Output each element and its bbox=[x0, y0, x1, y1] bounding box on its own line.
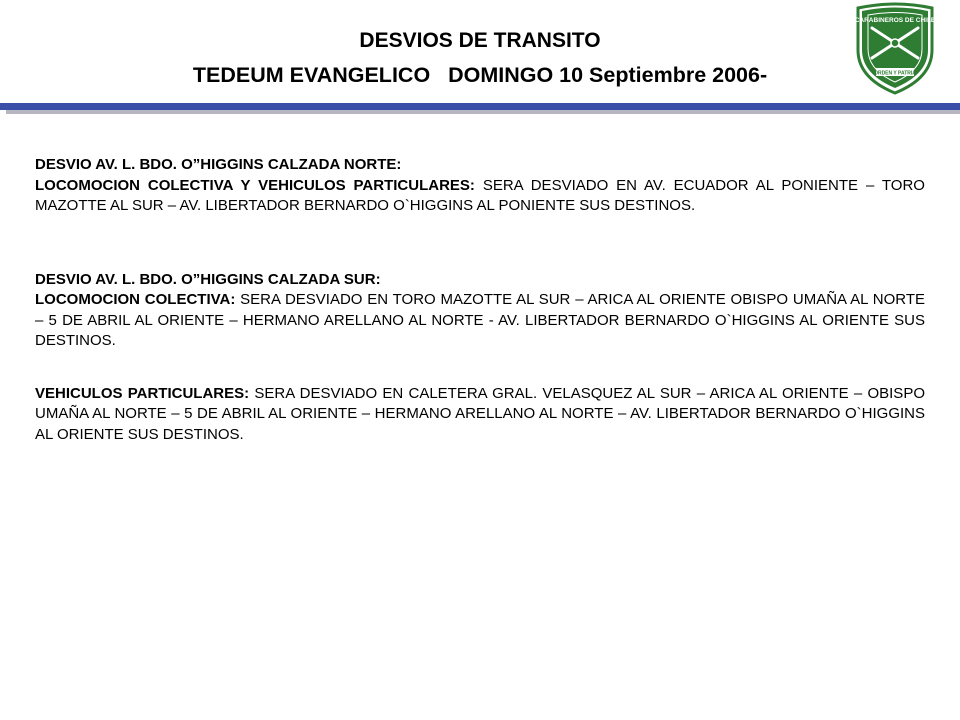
detour-content bbox=[35, 155, 925, 445]
section-sur bbox=[35, 270, 925, 352]
carabineros-logo bbox=[852, 2, 938, 96]
logo-bottom-text: ORDEN Y PATRIA bbox=[874, 70, 916, 77]
section-heading: DESVIO AV. L. BDO. O”HIGGINS CALZADA SUR: bbox=[35, 270, 381, 288]
paragraph-body: SERA DESVIADO EN AV. ECUADOR AL PONIENTE – TORO MAZOTTE AL SUR – AV. LIBERTADOR BERNARDO O`HIGGINS AL PONIENTE SUS DESTINOS. bbox=[35, 176, 925, 214]
section-paragraph bbox=[35, 176, 925, 217]
paragraph-lead: VEHICULOS PARTICULARES: bbox=[35, 384, 250, 402]
section-particulares bbox=[35, 384, 925, 446]
paragraph-lead: LOCOMOCION COLECTIVA Y VEHICULOS PARTICULARES: bbox=[35, 176, 475, 194]
section-paragraph bbox=[35, 384, 925, 446]
header-rule bbox=[0, 103, 960, 110]
page-title: DESVIOS DE TRANSITO bbox=[359, 29, 601, 52]
paragraph-lead: LOCOMOCION COLECTIVA: bbox=[35, 291, 236, 308]
section-norte bbox=[35, 155, 925, 217]
section-heading: DESVIO AV. L. BDO. O”HIGGINS CALZADA NORTE: bbox=[35, 156, 402, 173]
logo-top-text: CARABINEROS DE CHILE bbox=[854, 17, 936, 24]
paragraph-body: SERA DESVIADO EN TORO MAZOTTE AL SUR – ARICA AL ORIENTE OBISPO UMAÑA AL NORTE – 5 DE ABRIL AL ORIENTE – HERMANO ARELLANO AL NORTE - AV. LIBERTADOR BERNARDO O`HIGGINS AL ORIENTE SUS DESTINOS. bbox=[35, 291, 925, 349]
shield-icon bbox=[852, 2, 938, 96]
page-subtitle: TEDEUM EVANGELICO DOMINGO 10 Septiembre 2006- bbox=[192, 63, 768, 87]
paragraph-body: SERA DESVIADO EN CALETERA GRAL. VELASQUEZ AL SUR – ARICA AL ORIENTE – OBISPO UMAÑA AL NORTE – 5 DE ABRIL AL ORIENTE – HERMANO ARELLANO AL NORTE – AV. LIBERTADOR BERNARDO O`HIGGINS AL ORIENTE SUS DESTINOS. bbox=[35, 384, 925, 443]
section-paragraph bbox=[35, 290, 925, 352]
